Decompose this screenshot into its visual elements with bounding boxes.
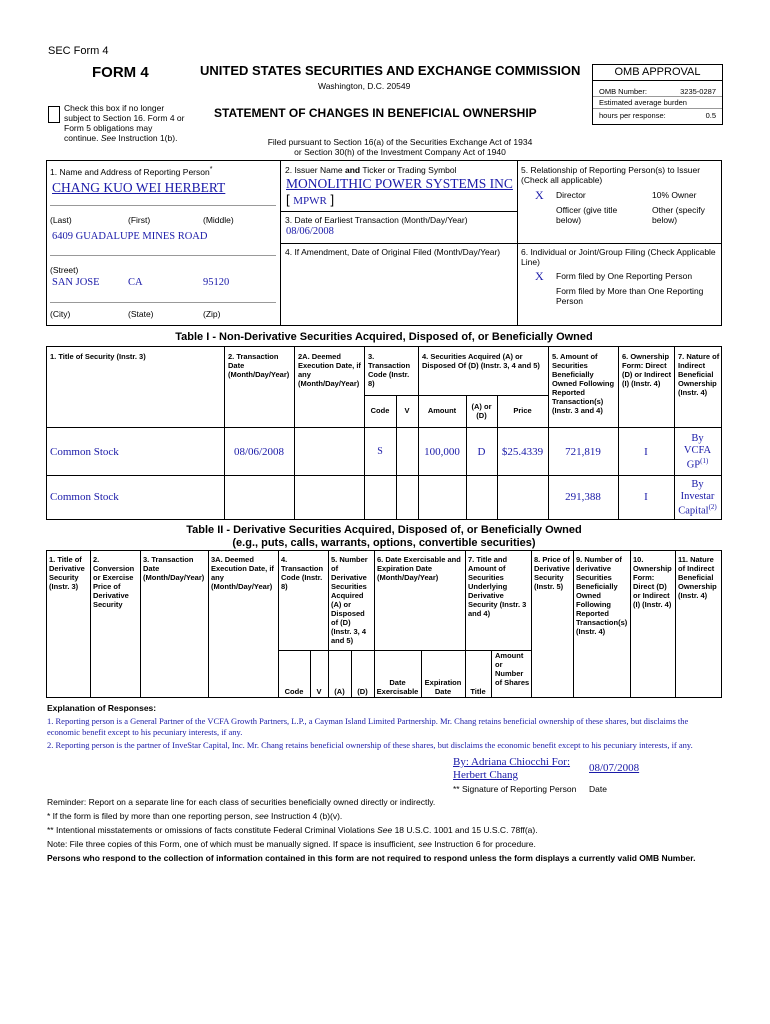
t1-sub-amount: Amount [427,406,457,415]
t2-col-number: 5. Number of Derivative Securities Acquired (A) or Disposed of (D) (Instr. 3, 4 and 5) [331,555,368,645]
footer-note-3: Note: File three copies of this Form, one of which must be manually signed. If space is insufficient, see Instruction 6 for procedure. [47,839,536,849]
t1-col-title: 1. Title of Security (Instr. 3) [50,352,146,361]
signature-block: By: Adriana Chiocchi For: Herbert Chang [453,756,571,781]
t1-col-amount-owned: 5. Amount of Securities Beneficially Owned Following Reported Transaction(s) (Instr. 3 and 4) [552,352,615,415]
footer-note-1: * If the form is filed by more than one reporting person, see Instruction 4 (b)(v). [47,811,343,821]
director-x-mark: X [535,188,544,202]
t2-sub-expiration: Expiration Date [424,678,462,696]
footnote-1: 1. Reporting person is a General Partner of the VCFA Growth Partners, L.P., a Cayman Island Limited Partnership. Mr. Chang retains beneficial ownership of these shares, but disclaims the economic benefit except to his pecuniary interests, if any. [47,716,689,737]
t1-col-transaction-code: 3. Transaction Code (Instr. 8) [368,352,411,388]
row2-form: I [644,491,648,503]
state-value: CA [128,277,143,288]
t2-col-transaction-code: 4. Transaction Code (Instr. 8) [281,555,324,591]
explanation-label: Explanation of Responses: [47,703,157,713]
t2-col-title: 1. Title of Derivative Security (Instr. 3) [49,555,85,591]
row1-aord: D [477,446,486,458]
row1-nature: By VCFA GP$^{(1)}$ [683,433,712,471]
city-value: SAN JOSE [52,277,100,288]
reminder-text: Reminder: Report on a separate line for each class of securities beneficially owned directly or indirectly. [47,797,436,807]
last-label: (Last) [50,215,72,225]
footer-note-2: ** Intentional misstatements or omissions of facts constitute Federal Criminal Violations See 18 U.S.C. 1001 and 15 U.S.C. 78ff(a). [47,825,538,835]
state-label: (State) [128,309,154,319]
t1-sub-price: Price [513,406,532,415]
signature-date-label: Date [589,784,607,794]
t2-col-ownership-form: 10. Ownership Form: Direct (D) or Indirect (I) (Instr. 4) [633,555,672,609]
box6-label: 6. Individual or Joint/Group Filing (Check Applicable Line) [521,247,716,267]
t2-col-nature: 11. Nature of Indirect Beneficial Ownership (Instr. 4) [678,555,717,600]
filed-pursuant: Filed pursuant to Section 16(a) of the Securities Exchange Act of 1934 or Section 30(h) of the Investment Company Act of 1940 [267,137,533,157]
row1-owned: 721,819 [565,446,601,458]
row1-title: Common Stock [50,446,119,458]
signature-label: ** Signature of Reporting Person [453,784,577,794]
no-longer-subject-checkbox[interactable] [48,106,60,123]
table1-title: Table I - Non-Derivative Securities Acquired, Disposed of, or Beneficially Owned [175,331,593,343]
form-number: FORM 4 [92,64,149,81]
box1-label: 1. Name and Address of Reporting Person* [50,166,213,177]
signature-date: 08/07/2008 [589,762,640,774]
t2-col-derivative-owned: 9. Number of derivative Securities Beneficially Owned Following Reported Transaction(s) (Instr. 4) [576,555,628,636]
omb-number-label: OMB Number: [599,87,647,96]
commission-location: Washington, D.C. 20549 [318,81,411,91]
more-persons-label: Form filed by More than One Reporting Person [556,286,704,306]
t2-col-price: 8. Price of Derivative Security (Instr. 5) [534,555,570,591]
omb-number-value: 3235-0287 [680,87,716,96]
street-address: 6409 GUADALUPE MINES ROAD [52,231,208,242]
ten-percent-owner-label: 10% Owner [652,190,697,200]
omb-burden-label: Estimated average burden [599,98,687,107]
row1-code: S [377,446,383,457]
omb-title: OMB APPROVAL [593,65,722,81]
t2-sub-d: (D) [357,687,368,696]
table2-title: Table II - Derivative Securities Acquired, Disposed of, or Beneficially Owned (e.g., puts, calls, warrants, options, convertible securities) [186,524,582,549]
omb-hours-value: 0.5 [705,111,716,120]
row2-title: Common Stock [50,491,119,503]
first-label: (First) [128,215,151,225]
t1-col-transaction-date: 2. Transaction Date (Month/Day/Year) [228,352,290,379]
row1-price: $25.4339 [501,446,544,458]
street-label: (Street) [50,265,79,275]
box4-label: 4. If Amendment, Date of Original Filed (Month/Day/Year) [285,247,501,257]
box2-label: 2. Issuer Name and Ticker or Trading Symbol [285,165,457,175]
t2-col-title-amount: 7. Title and Amount of Securities Underlying Derivative Security (Instr. 3 and 4) [468,555,527,618]
officer-label: Officer (give title below) [556,205,618,225]
t2-sub-date-exercisable: Date Exercisable [376,678,419,696]
t1-sub-aord: (A) or (D) [471,402,492,420]
t2-sub-title: Title [470,687,486,696]
checkbox-instructions: Check this box if no longer subject to Section 16. Form 4 or Form 5 obligations may continue. See Instruction 1(b). [64,103,185,143]
t2-sub-a: (A) [334,687,345,696]
city-label: (City) [50,309,71,319]
t1-sub-code: Code [370,406,390,415]
t2-col-date-exercisable: 6. Date Exercisable and Expiration Date (Month/Day/Year) [377,555,461,582]
commission-title: UNITED STATES SECURITIES AND EXCHANGE COMMISSION [200,63,581,78]
row2-nature: By Investar Capital$^{(2)}$ [678,479,717,517]
one-person-label: Form filed by One Reporting Person [556,271,693,281]
t2-col-conversion: 2. Conversion or Exercise Price of Derivative Security [93,555,135,609]
row1-amount: 100,000 [424,446,460,458]
footnote-2: 2. Reporting person is the partner of InveStar Capital, Inc. Mr. Chang retains beneficial ownership of these shares, but disclaims the economic benefit except to his pecuniary interests, if any. [47,740,693,750]
reporting-person-name: CHANG KUO WEI HERBERT [52,180,226,195]
middle-label: (Middle) [203,215,234,225]
row1-date: 08/06/2008 [233,446,285,458]
earliest-transaction-date: 08/06/2008 [286,226,334,237]
statement-title: STATEMENT OF CHANGES IN BENEFICIAL OWNERSHIP [214,106,537,120]
t1-col-ownership-form: 6. Ownership Form: Direct (D) or Indirect (I) (Instr. 4) [622,352,672,388]
sec-form-label: SEC Form 4 [48,45,109,57]
t1-col-securities: 4. Securities Acquired (A) or Disposed Of (D) (Instr. 3, 4 and 5) [422,352,540,370]
row2-owned: 291,388 [565,491,601,503]
t2-sub-code: Code [284,687,304,696]
issuer-name: MONOLITHIC POWER SYSTEMS INC [286,176,513,191]
t1-col-nature: 7. Nature of Indirect Beneficial Ownership (Instr. 4) [678,352,720,397]
t1-col-deemed-date: 2A. Deemed Execution Date, if any (Month/Day/Year) [298,352,361,388]
zip-value: 95120 [203,277,230,288]
ticker-symbol: [ MPWR ] [286,192,335,207]
t2-col-transaction-date: 3. Transaction Date (Month/Day/Year) [143,555,205,582]
omb-approval-box [592,64,723,125]
t2-sub-amount-shares: Amount or Number of Shares [495,651,530,687]
t1-sub-v: V [404,406,410,415]
t2-sub-v: V [316,687,322,696]
box5-label: 5. Relationship of Reporting Person(s) to Issuer (Check all applicable) [521,165,701,185]
one-person-x-mark: X [535,269,544,283]
t2-col-deemed-date: 3A. Deemed Execution Date, if any (Month/Day/Year) [211,555,274,591]
zip-label: (Zip) [203,309,221,319]
omb-hours-label: hours per response: [599,111,666,120]
other-label: Other (specify below) [652,205,705,225]
footer-omb-notice: Persons who respond to the collection of information contained in this form are not required to respond unless the form displays a currently valid OMB Number. [47,853,696,863]
row1-form: I [644,446,648,458]
director-label: Director [556,190,586,200]
box3-label: 3. Date of Earliest Transaction (Month/Day/Year) [285,215,468,225]
